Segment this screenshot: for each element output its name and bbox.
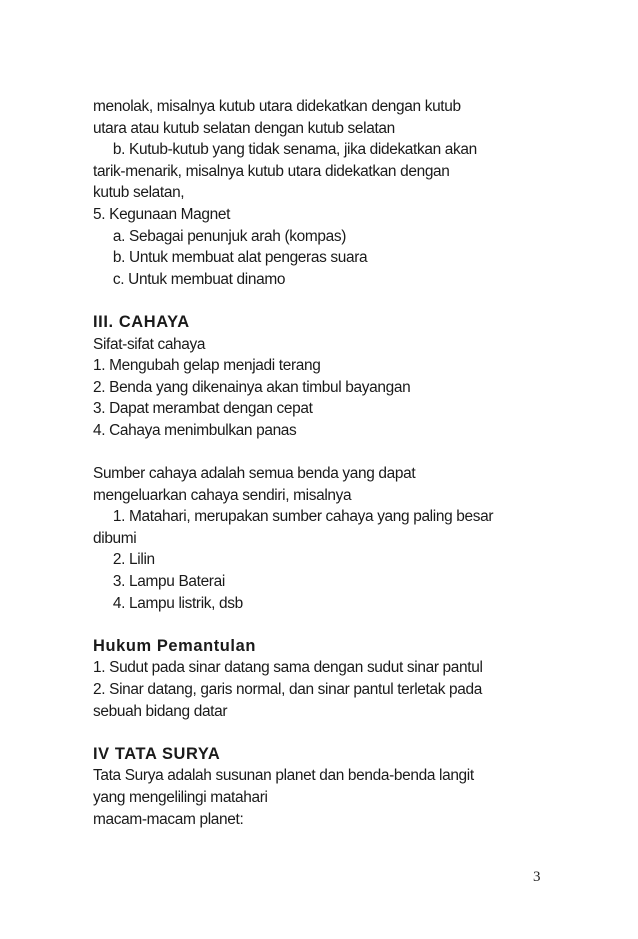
text-line: 5. Kegunaan Magnet xyxy=(93,205,231,223)
text-line: 3. Dapat merambat dengan cepat xyxy=(93,400,313,418)
text-line: a. Sebagai penunjuk arah (kompas) xyxy=(112,227,347,245)
hukum-pemantulan-section xyxy=(93,636,543,722)
page-number: 3 xyxy=(533,869,541,885)
text-line: 2. Benda yang dikenainya akan timbul bayangan xyxy=(93,378,411,396)
section-heading: Hukum Pemantulan xyxy=(93,636,256,655)
text-line: Sifat-sifat cahaya xyxy=(93,335,206,353)
text-line: sebuah bidang datar xyxy=(93,702,228,720)
text-line: b. Untuk membuat alat pengeras suara xyxy=(112,249,368,267)
cahaya-section xyxy=(93,312,543,442)
tata-surya-section xyxy=(93,744,543,830)
text-line: yang mengelilingi matahari xyxy=(93,789,268,806)
paragraph-gap xyxy=(93,722,543,744)
text-line: 4. Lampu listrik, dsb xyxy=(112,594,243,612)
document-page xyxy=(93,96,543,830)
text-line: c. Untuk membuat dinamo xyxy=(112,270,286,288)
text-line: macam-macam planet: xyxy=(93,810,244,828)
paragraph-gap xyxy=(93,614,543,636)
section-heading: IV TATA SURYA xyxy=(93,744,221,763)
magnet-section xyxy=(93,96,543,290)
paragraph-gap xyxy=(93,442,543,464)
text-line: 1. Mengubah gelap menjadi terang xyxy=(93,357,321,375)
text-line: 1. Matahari, merupakan sumber cahaya yang paling besar xyxy=(112,508,494,526)
section-heading: III. CAHAYA xyxy=(93,312,190,331)
text-line: 4. Cahaya menimbulkan panas xyxy=(93,421,297,439)
text-line: 3. Lampu Baterai xyxy=(112,573,225,591)
sumber-cahaya-section xyxy=(93,463,543,614)
text-line: tarik-menarik, misalnya kutub utara didekatkan dengan xyxy=(93,162,450,180)
text-line: 2. Sinar datang, garis normal, dan sinar pantul terletak pada xyxy=(93,681,482,699)
text-line: b. Kutub-kutub yang tidak senama, jika didekatkan akan xyxy=(112,141,477,159)
text-line: mengeluarkan cahaya sendiri, misalnya xyxy=(93,486,352,504)
text-line: Sumber cahaya adalah semua benda yang dapat xyxy=(93,465,416,483)
text-line: dibumi xyxy=(93,529,137,547)
text-line: utara atau kutub selatan dengan kutub selatan xyxy=(93,119,395,137)
paragraph-gap xyxy=(93,290,543,312)
text-line: 1. Sudut pada sinar datang sama dengan sudut sinar pantul xyxy=(93,659,483,677)
text-line: kutub selatan, xyxy=(93,184,185,202)
text-line: 2. Lilin xyxy=(112,551,155,569)
text-line: Tata Surya adalah susunan planet dan benda-benda langit xyxy=(93,767,474,785)
text-line: menolak, misalnya kutub utara didekatkan dengan kutub xyxy=(93,98,461,115)
